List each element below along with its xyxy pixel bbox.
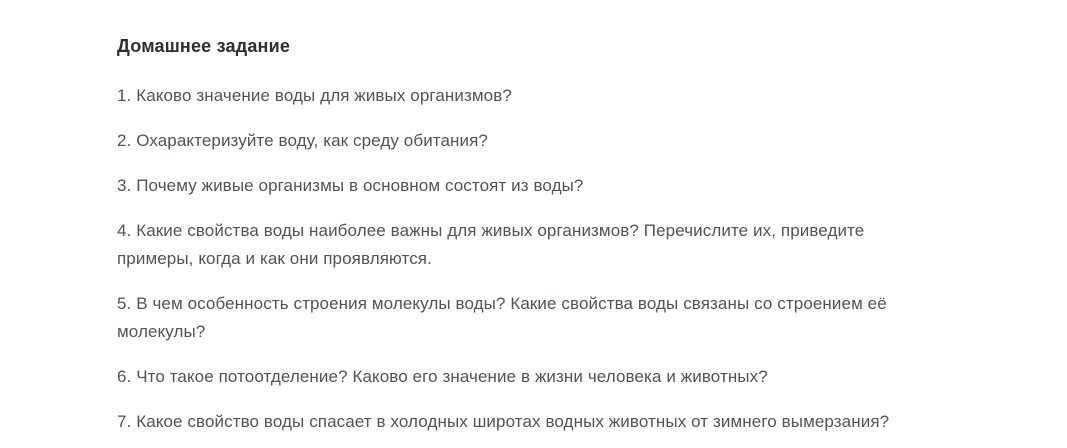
homework-question-2: 2. Охарактеризуйте воду, как среду обитания? bbox=[117, 131, 488, 150]
homework-question-1: 1. Каково значение воды для живых организмов? bbox=[117, 86, 512, 105]
homework-question-7: 7. Какое свойство воды спасает в холодных широтах водных животных от зимнего вымерзания? bbox=[117, 412, 890, 431]
homework-title: Домашнее задание bbox=[117, 36, 291, 56]
homework-question-6: 6. Что такое потоотделение? Каково его значение в жизни человека и животных? bbox=[117, 367, 768, 386]
homework-question-3: 3. Почему живые организмы в основном состоят из воды? bbox=[117, 176, 584, 195]
homework-question-5: 5. В чем особенность строения молекулы воды? Какие свойства воды связаны со строением её молекулы? bbox=[117, 294, 887, 341]
homework-question-4: 4. Какие свойства воды наиболее важны для живых организмов? Перечислите их, приведите примеры, когда и как они проявляются. bbox=[117, 221, 865, 268]
